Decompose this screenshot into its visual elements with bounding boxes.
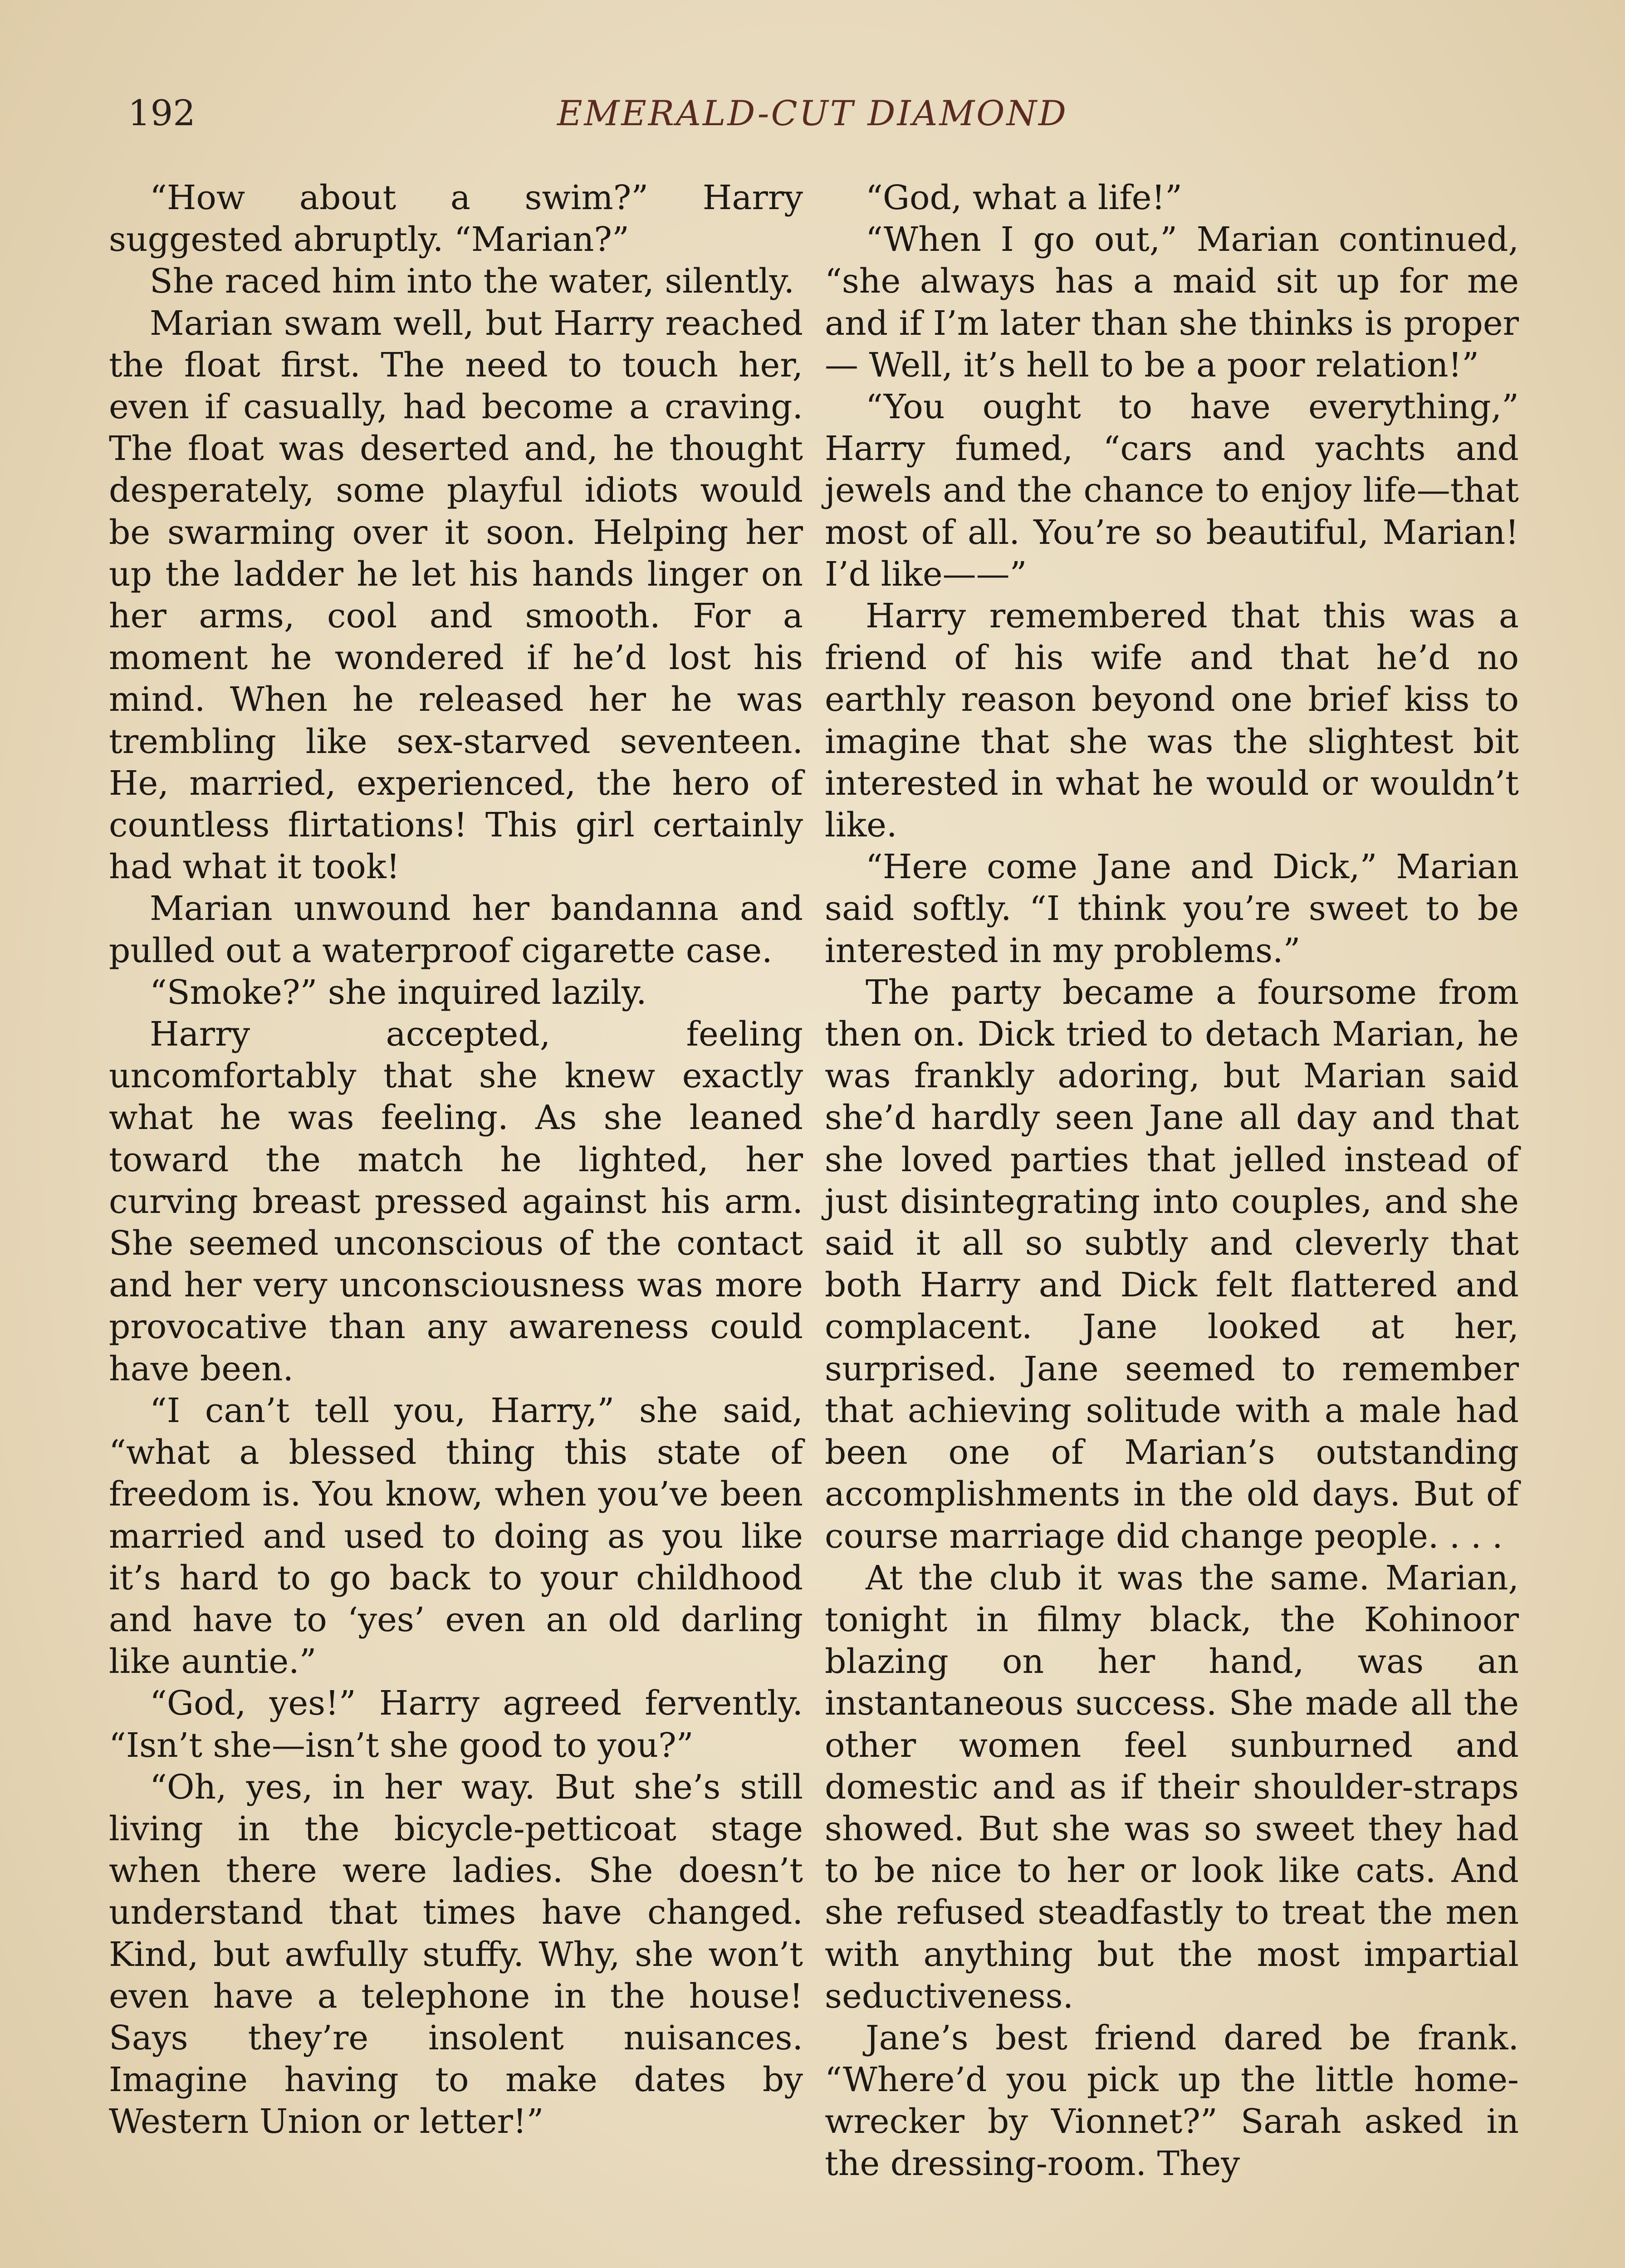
paragraph: “Oh, yes, in her way. But she’s still living in the bicycle-petticoat stage when there were ladies. She doesn’t understand that times have changed. Kind, but awfully stuffy. Why, she won’t even have a telephone in the house! Says they’re insolent nuisances. Imagine having to make dates by Western Union or letter!” xyxy=(109,1767,803,2141)
paragraph: Marian unwound her bandanna and pulled out a waterproof cigarette case. xyxy=(109,889,803,970)
running-title: EMERALD-CUT DIAMOND xyxy=(557,93,1068,133)
paragraph: “God, yes!” Harry agreed fervently. “Isn’t she—isn’t she good to you?” xyxy=(109,1684,803,1765)
paragraph: “Here come Jane and Dick,” Marian said softly. “I think you’re sweet to be interested in my problems.” xyxy=(825,847,1519,970)
paragraph: “Smoke?” she inquired lazily. xyxy=(150,973,647,1012)
paragraph: “I can’t tell you, Harry,” she said, “what a blessed thing this state of freedom is. You know, when you’ve been married and used to doing as you like it’s hard to go back to your childhood and have to ‘yes’ even an old darling like auntie.” xyxy=(109,1391,803,1681)
paragraph: Marian swam well, but Harry reached the float first. The need to touch her, even if casually, had become a craving. The float was deserted and, he thought desperately, some playful idiots would be swarming over it soon. Helping her up the ladder he let his hands linger on her arms, cool and smooth. For a moment he wondered if he’d lost his mind. When he released her he was trembling like sex-starved seventeen. He, married, experienced, the hero of countless flirtations! This girl certainly had what it took! xyxy=(109,303,803,887)
paragraph: “When I go out,” Marian continued, “she always has a maid sit up for me and if I’m later than she thinks is proper— Well, it’s hell to be a poor relation!” xyxy=(825,220,1519,385)
paragraph: At the club it was the same. Marian, tonight in filmy black, the Kohinoor blazing on her hand, was an instantaneous success. She made all the other women feel sunburned and domestic and as if their shoulder-straps showed. But she was so sweet they had to be nice to her or look like cats. And she refused steadfastly to treat the men with anything but the most impartial seductiveness. xyxy=(825,1558,1519,2016)
paragraph: Jane’s best friend dared be frank. “Where’d you pick up the little home-wrecker by Vionnet?” Sarah asked in the dressing-room. They xyxy=(825,2018,1519,2183)
paragraph: Harry accepted, feeling uncomfortably that she knew exactly what he was feeling. As she leaned toward the match he lighted, her curving breast pressed against his arm. She seemed unconscious of the contact and her very unconsciousness was more provocative than any awareness could have been. xyxy=(109,1015,803,1388)
page-number: 192 xyxy=(128,93,196,134)
paragraph: Harry remembered that this was a friend of his wife and that he’d no earthly reason beyond one brief kiss to imagine that she was the slightest bit interested in what he would or wouldn’t like. xyxy=(825,596,1519,845)
paragraph: “You ought to have everything,” Harry fumed, “cars and yachts and jewels and the chance to enjoy life—that most of all. You’re so beautiful, Marian! I’d like——” xyxy=(825,387,1519,594)
left-column xyxy=(109,177,803,2143)
paragraph: “God, what a life!” xyxy=(866,178,1183,217)
paragraph: The party became a foursome from then on. Dick tried to detach Marian, he was frankly adoring, but Marian said she’d hardly seen Jane all day and that she loved parties that jelled instead of just disintegrating into couples, and she said it all so subtly and cleverly that both Harry and Dick felt flattered and complacent. Jane looked at her, surprised. Jane seemed to remember that achieving solitude with a male had been one of Marian’s outstanding accomplishments in the old days. But of course marriage did change people. . . . xyxy=(825,973,1519,1556)
paragraph: She raced him into the water, silently. xyxy=(150,262,795,301)
page-header xyxy=(0,86,1625,141)
paragraph: “How about a swim?” Harry suggested abruptly. “Marian?” xyxy=(109,178,803,259)
right-column xyxy=(825,177,1519,2185)
